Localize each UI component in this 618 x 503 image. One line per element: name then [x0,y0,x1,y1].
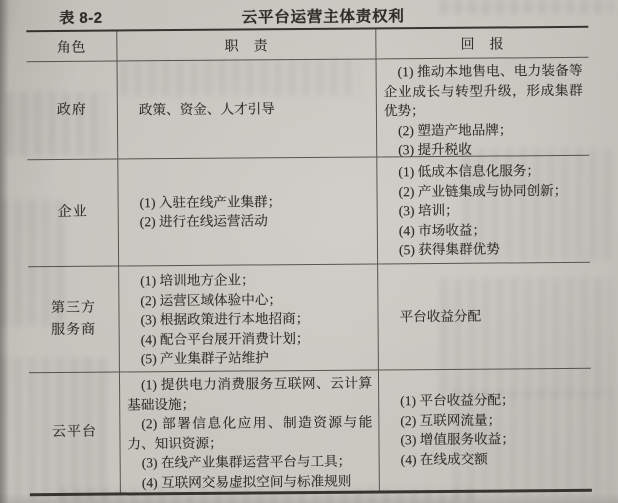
list-item: (2) 互联网流量； [400,412,502,428]
list-item: (2) 部署信息化应用、制造资源与能力、知识资源； [127,414,373,451]
list-item: (3) 培训； [398,202,459,219]
list-item: (3) 在线产业集群运营平台与工具； [141,453,352,471]
list-item: (1) 培训地方企业； [140,272,255,289]
header-duty: 职 责 [116,29,375,60]
row-thirdparty-rewards [377,262,591,370]
row-cloudplatform-rewards [378,368,592,491]
list-item: (4) 互联网交易虚拟空间与标准规则 [141,473,352,490]
row-enterprise-rewards [376,155,590,264]
table-caption [26,3,588,29]
list-item: (2) 运营区域体验中心； [140,291,283,308]
list-item: (1) 提供电力消费服务互联网、云计算基础设施； [127,375,373,412]
row-government-role: 政府 [27,61,118,160]
list-item: (5) 产业集群子站维护 [140,350,269,367]
list-item: (1) 低成本信息化服务； [398,163,541,180]
row-government-duties [117,58,377,158]
row-enterprise-duties [117,156,377,265]
list-item: (1) 平台收益分配； [400,392,515,409]
list-item: (5) 获得集群优势 [398,241,500,258]
list-item: (1) 推动本地售电、电力装备等企业成长与转型升级，形成集群优势； [383,62,583,119]
list-item: 平台收益分配 [399,308,482,325]
list-item: (2) 塑造产地品牌； [398,121,513,138]
list-item: 政策、资金、人才引导 [138,101,275,118]
table-number-label: 表 8-2 [59,9,103,27]
row-thirdparty-role: 第三方 服务商 [28,266,119,373]
responsibility-table [26,26,592,496]
list-item: (2) 进行在线运营活动 [139,213,268,230]
list-item: (4) 市场收益； [398,222,487,238]
list-item: (3) 根据政策进行本地招商； [140,311,310,328]
list-item: (3) 提升税收 [398,141,472,158]
header-reward: 回 报 [375,28,588,59]
list-item: (1) 入驻在线产业集群； [139,193,282,210]
row-thirdparty-duties [118,263,378,371]
header-role: 角色 [56,40,86,56]
row-government-rewards [375,57,589,157]
list-item: (3) 增值服务收益； [400,431,515,448]
row-enterprise-role: 企业 [27,159,118,267]
row-cloudplatform-duties [119,369,379,492]
list-item: (4) 在线成交额 [400,451,488,467]
table-title: 云平台运营主体责权利 [241,8,405,27]
list-item: (2) 产业链集成与协同创新； [398,182,568,199]
row-cloudplatform-role: 云平台 [29,372,120,494]
list-item: (4) 配合平台展开消费计划； [140,330,310,347]
